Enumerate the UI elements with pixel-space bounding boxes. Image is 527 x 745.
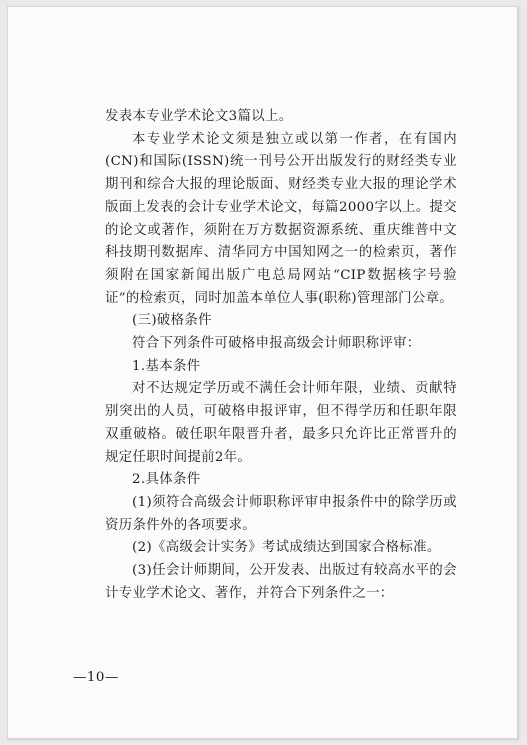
list-item-condition-1: (1)须符合高级会计师职称评审申报条件中的除学历或资历条件外的各项要求。 — [105, 494, 457, 533]
list-item-condition-2: (2)《高级会计实务》考试成绩达到国家合格标准。 — [132, 540, 441, 556]
subheading-basic-conditions: 1.基本条件 — [132, 358, 201, 374]
page-number: —10— — [73, 670, 119, 685]
paragraph-continuation: 发表本专业学术论文3篇以上。 — [105, 109, 293, 124]
subheading-specific-conditions: 2.具体条件 — [132, 472, 201, 488]
paragraph-basic-conditions: 对不达规定学历或不满任会计师年限，业绩、贡献特别突出的人员，可破格申报评审，但不得学历和任职年限双重破格。破任职年限晋升者，最多只允许比正常晋升的规定任职时间提前2年。 — [105, 381, 457, 465]
list-item-condition-3: (3)任会计师期间，公开发表、出版过有较高水平的会计专业学术论文、著作，并符合下列条件之一： — [105, 563, 457, 601]
paragraph-thesis-requirements: 本专业学术论文须是独立或以第一作者，在有国内(CN)和国际(ISSN)统一刊号公开出版发行的财经类专业期刊和综合大报的理论版面、财经类专业大报的理论学术版面上发表的会计专业学术论文，每篇2000字以上。提交的论文或著作，须附在万方数据资源系统、重庆维普中文科技期刊数据库、清华同方中国知网之一的检索页，著作须附在国家新闻出版广电总局网站“CIP数据核字号验证”的检索页，同时加盖本单位人事(职称)管理部门公章。 — [105, 131, 457, 306]
section-heading-exception: (三)破格条件 — [132, 313, 212, 329]
paragraph-exception-intro: 符合下列条件可破格申报高级会计师职称评审： — [132, 336, 421, 352]
page-body — [105, 106, 457, 605]
document-page — [7, 6, 518, 739]
